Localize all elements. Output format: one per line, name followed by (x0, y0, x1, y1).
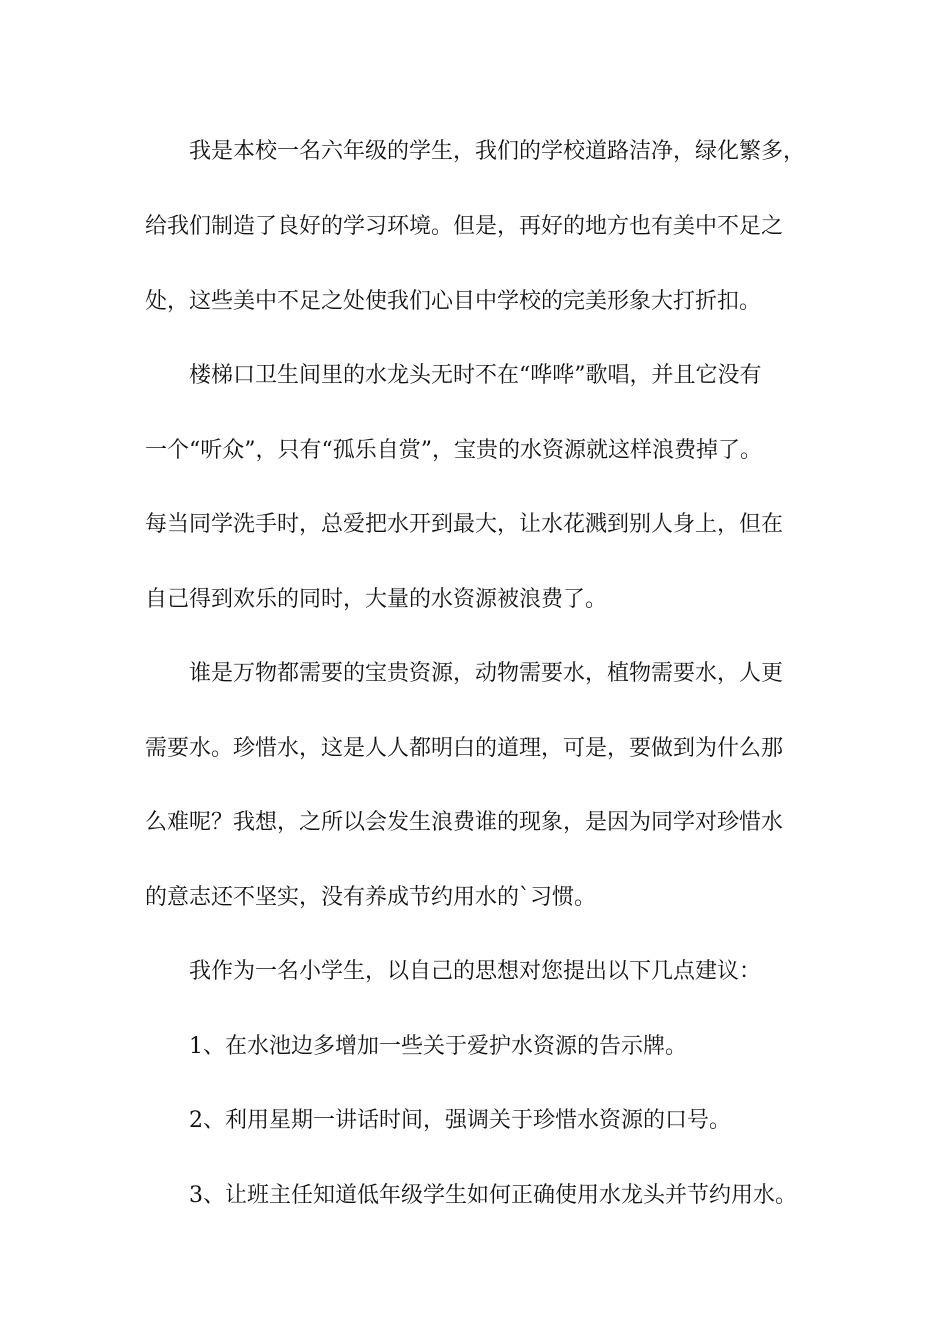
suggestion-item-3: 3、让班主任知道低年级学生如何正确使用水龙头并节约用水。 (189, 1183, 797, 1208)
paragraph-1-line-3: 处，这些美中不足之处使我们心目中学校的完美形象大打折扣。 (145, 289, 762, 314)
paragraph-4-line-1: 我作为一名小学生，以自己的思想对您提出以下几点建议： (189, 959, 762, 984)
suggestion-item-1: 1、在水池边多增加一些关于爱护水资源的告示牌。 (189, 1034, 687, 1059)
paragraph-3-line-1: 谁是万物都需要的宝贵资源，动物需要水，植物需要水，人更 (189, 661, 784, 686)
paragraph-2-line-3: 每当同学洗手时，总爱把水开到最大，让水花溅到别人身上，但在 (145, 512, 784, 537)
paragraph-1-line-2: 给我们制造了良好的学习环境。但是，再好的地方也有美中不足之 (145, 214, 784, 239)
paragraph-2-line-1: 楼梯口卫生间里的水龙头无时不在“哗哗”歌唱，并且它没有 (189, 363, 762, 388)
paragraph-2-line-2: 一个“听众”，只有“孤乐自赏”，宝贵的水资源就这样浪费掉了。 (145, 438, 762, 463)
suggestion-item-2: 2、利用星期一讲话时间，强调关于珍惜水资源的口号。 (189, 1108, 731, 1133)
paragraph-3-line-3: 么难呢？我想，之所以会发生浪费谁的现象，是因为同学对珍惜水 (145, 810, 784, 835)
paragraph-3-line-2: 需要水。珍惜水，这是人人都明白的道理，可是，要做到为什么那 (145, 736, 784, 761)
paragraph-3-line-4: 的意志还不坚实，没有养成节约用水的`习惯。 (145, 885, 597, 910)
paragraph-1-line-1: 我是本校一名六年级的学生，我们的学校道路洁净，绿化繁多， (189, 139, 806, 164)
paragraph-2-line-4: 自己得到欢乐的同时，大量的水资源被浪费了。 (145, 587, 608, 612)
